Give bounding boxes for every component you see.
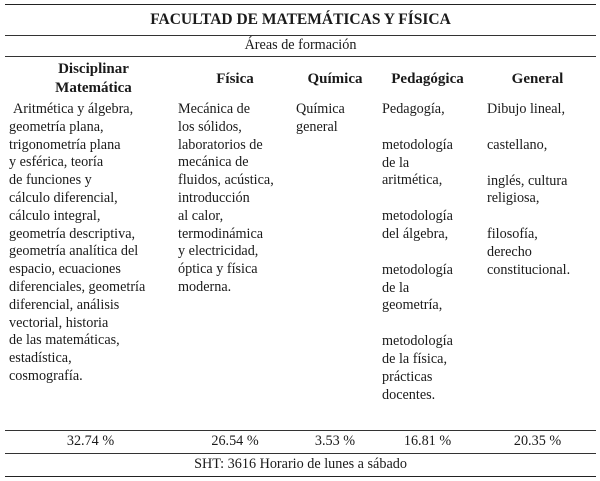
curriculum-table bbox=[5, 4, 596, 477]
disciplinar-line: espacio, ecuaciones bbox=[9, 261, 121, 278]
pedagogica-line: prácticas bbox=[382, 368, 433, 385]
spacer bbox=[382, 119, 479, 137]
header-row bbox=[5, 57, 596, 102]
pedagogica-line: aritmética, bbox=[382, 172, 443, 189]
header-disciplinar bbox=[5, 57, 176, 102]
general-line: religiosa, bbox=[487, 190, 540, 207]
spacer bbox=[487, 155, 596, 173]
header-disciplinar-line1: Disciplinar bbox=[58, 61, 129, 77]
fisica-line: óptica y física bbox=[178, 261, 258, 278]
pct-pedagogica: 16.81 % bbox=[376, 431, 479, 454]
disciplinar-line: diferencial, análisis bbox=[9, 296, 120, 313]
cell-pedagogica bbox=[376, 101, 479, 431]
fisica-line: y electricidad, bbox=[178, 243, 259, 260]
spacer bbox=[382, 315, 479, 333]
fisica-line: introducción bbox=[178, 189, 250, 206]
general-line: Dibujo lineal, bbox=[487, 101, 566, 117]
general-line: filosofía, bbox=[487, 226, 538, 243]
pct-disciplinar: 32.74 % bbox=[5, 431, 176, 454]
disciplinar-line: geometría plana, bbox=[9, 118, 104, 135]
fisica-line: al calor, bbox=[178, 207, 224, 224]
disciplinar-line: estadística, bbox=[9, 350, 72, 367]
spacer bbox=[382, 190, 479, 208]
disciplinar-line: cosmografía. bbox=[9, 367, 83, 384]
spacer bbox=[382, 244, 479, 262]
percentage-row bbox=[5, 431, 596, 454]
header-quimica: Química bbox=[307, 70, 363, 87]
pct-fisica: 26.54 % bbox=[176, 431, 294, 454]
pedagogica-line: metodología bbox=[382, 261, 453, 278]
table-title: FACULTAD DE MATEMÁTICAS Y FÍSICA bbox=[5, 5, 596, 36]
cell-fisica bbox=[176, 101, 294, 431]
pedagogica-line: de la bbox=[382, 279, 410, 296]
fisica-line: fluidos, acústica, bbox=[178, 172, 274, 189]
pedagogica-line: del álgebra, bbox=[382, 225, 449, 242]
disciplinar-line: geometría descriptiva, bbox=[9, 225, 136, 242]
disciplinar-line: y esférica, teoría bbox=[9, 154, 104, 171]
header-general: General bbox=[511, 70, 564, 87]
cell-quimica bbox=[294, 101, 376, 431]
disciplinar-line: trigonometría plana bbox=[9, 136, 121, 153]
disciplinar-line: de funciones y bbox=[9, 172, 92, 189]
pct-general: 20.35 % bbox=[479, 431, 596, 454]
general-line: derecho bbox=[487, 243, 532, 260]
fisica-line: termodinámica bbox=[178, 225, 264, 242]
fisica-line: Mecánica de bbox=[178, 101, 251, 117]
fisica-line: los sólidos, bbox=[178, 118, 242, 135]
general-line: castellano, bbox=[487, 136, 548, 153]
pedagogica-line: geometría, bbox=[382, 297, 443, 314]
header-pedagogica: Pedagógica bbox=[391, 70, 464, 87]
pedagogica-line: metodología bbox=[382, 333, 453, 350]
general-line: inglés, cultura bbox=[487, 172, 568, 189]
disciplinar-line: de las matemáticas, bbox=[9, 332, 120, 349]
table-footer: SHT: 3616 Horario de lunes a sábado bbox=[5, 454, 596, 477]
disciplinar-line: diferenciales, geometría bbox=[9, 278, 146, 295]
fisica-line: moderna. bbox=[178, 278, 232, 295]
disciplinar-line: geometría analítica del bbox=[9, 243, 139, 260]
quimica-line: Química bbox=[296, 101, 345, 117]
spacer bbox=[487, 119, 596, 137]
pedagogica-line: de la física, bbox=[382, 350, 447, 367]
quimica-line: general bbox=[296, 118, 338, 135]
pct-quimica: 3.53 % bbox=[294, 431, 376, 454]
header-disciplinar-line2: Matemática bbox=[55, 80, 132, 96]
disciplinar-line: cálculo diferencial, bbox=[9, 189, 118, 206]
table-subtitle: Áreas de formación bbox=[5, 36, 596, 57]
content-row bbox=[5, 101, 596, 431]
disciplinar-line: vectorial, historia bbox=[9, 314, 109, 331]
pedagogica-line: docentes. bbox=[382, 386, 436, 403]
disciplinar-line: Aritmética y álgebra, bbox=[13, 101, 134, 117]
general-line: constitucional. bbox=[487, 261, 571, 278]
fisica-line: mecánica de bbox=[178, 154, 249, 171]
pedagogica-line: de la bbox=[382, 154, 410, 171]
pedagogica-line: metodología bbox=[382, 208, 453, 225]
disciplinar-line: cálculo integral, bbox=[9, 207, 101, 224]
spacer bbox=[487, 208, 596, 226]
pedagogica-line: Pedagogía, bbox=[382, 101, 445, 117]
fisica-line: laboratorios de bbox=[178, 136, 263, 153]
cell-general bbox=[479, 101, 596, 431]
cell-disciplinar bbox=[5, 101, 176, 431]
header-fisica: Física bbox=[216, 70, 254, 87]
pedagogica-line: metodología bbox=[382, 136, 453, 153]
